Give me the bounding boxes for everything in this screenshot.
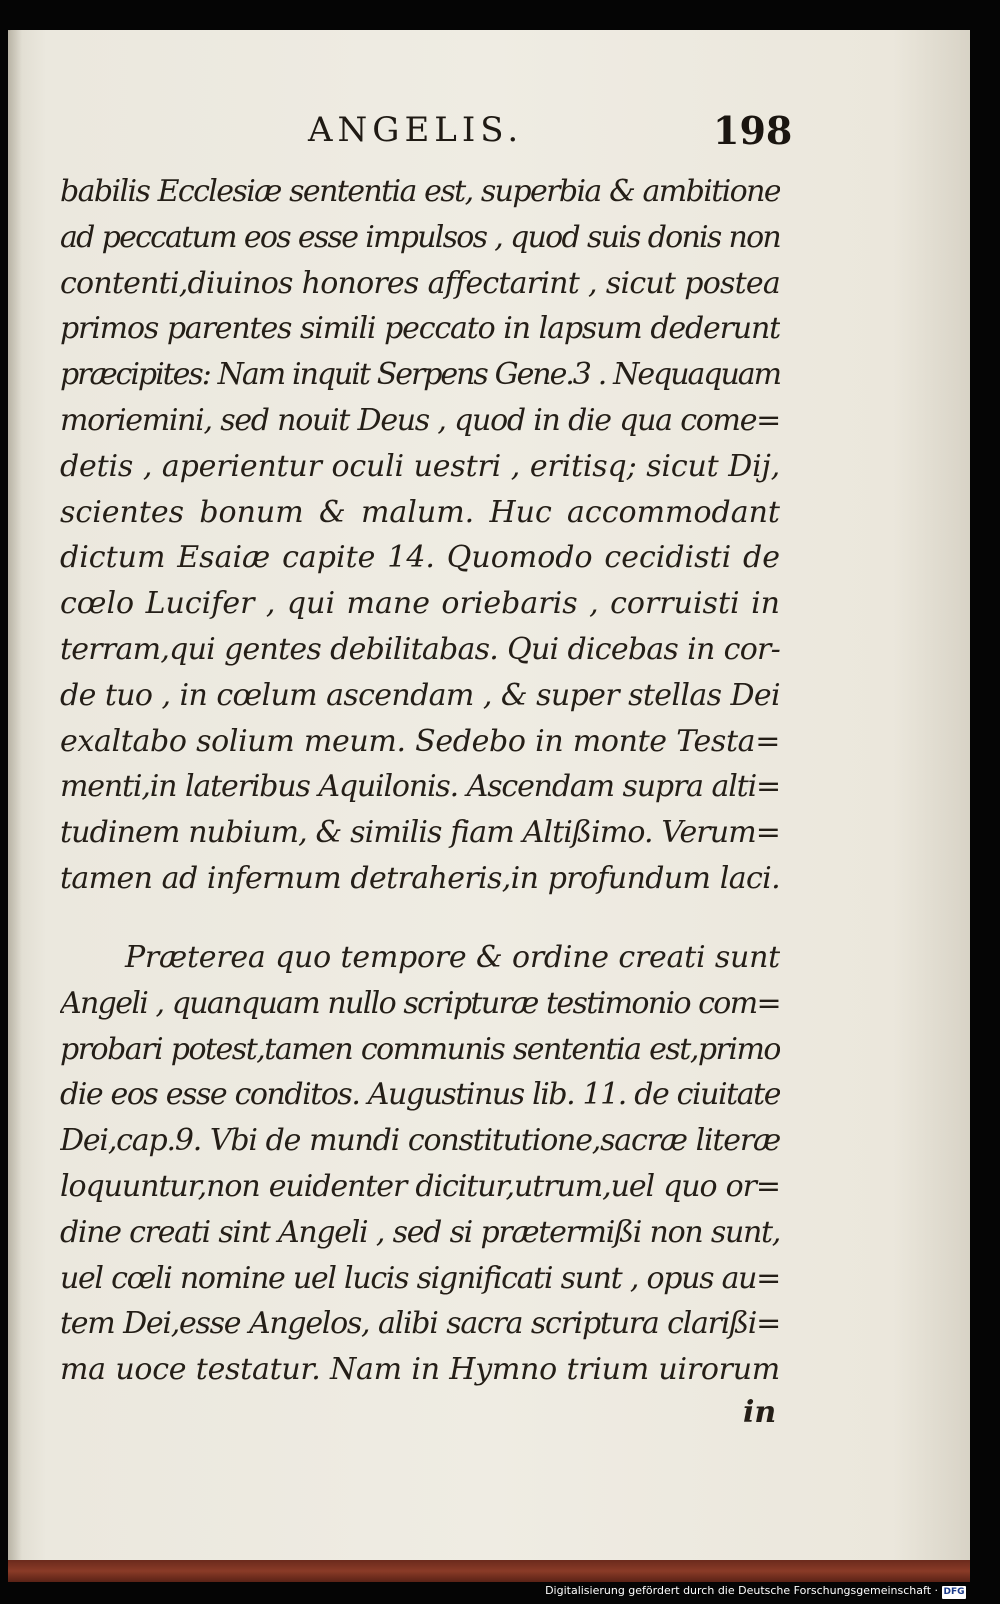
- dfg-logo-icon: DFG: [943, 1587, 965, 1597]
- text-line: tem Dei,esse Angelos, alibi sacra scriptura clarißi=: [60, 1306, 780, 1342]
- digitization-credit: Digitalisierung gefördert durch die Deutsche Forschungsgemeinschaft ·: [545, 1584, 938, 1597]
- text-line: die eos esse conditos. Augustinus lib. 11. de ciuitate: [60, 1077, 780, 1113]
- text-line: loquuntur,non euidenter dicitur,utrum,uel quo or=: [60, 1168, 780, 1204]
- text-line: ma uoce testatur. Nam in Hymno trium uirorum: [60, 1352, 780, 1388]
- text-line: primos parentes simili peccato in lapsum dederunt: [60, 311, 780, 347]
- book-page: [8, 30, 970, 1578]
- text-line: exaltabo solium meum. Sedebo in monte Testa=: [60, 723, 780, 759]
- text-line: babilis Ecclesiæ sententia est, superbia & ambitione: [60, 174, 780, 209]
- text-line: cœlo Lucifer , qui mane oriebaris , corruisti in: [60, 586, 780, 622]
- page-number: 198: [713, 108, 793, 153]
- paragraph-2: [60, 935, 780, 1393]
- running-title: ANGELIS.: [308, 110, 524, 150]
- paragraph-1: [60, 169, 780, 902]
- book-edge: [8, 1560, 970, 1582]
- text-line: de tuo , in cœlum ascendam , & super stellas Dei: [60, 677, 780, 713]
- text-line: probari potest,tamen communis sententia est,primo: [60, 1031, 780, 1067]
- text-line: dictum Esaiæ capite 14. Quomodo cecidisti de: [60, 540, 780, 576]
- page-header: [8, 90, 970, 160]
- text-line: scientes bonum & malum. Huc accommodant: [60, 494, 780, 530]
- text-line: dine creati sint Angeli , sed si prætermißi non sunt,: [60, 1214, 780, 1250]
- text-line-last: tamen ad infernum detraheris,in profundum laci.: [60, 860, 780, 896]
- text-line: Angeli , quanquam nullo scripturæ testimonio com=: [60, 985, 780, 1021]
- catchword: in: [743, 1395, 777, 1430]
- text-line: contenti,diuinos honores affectarint , sicut postea: [60, 265, 780, 301]
- text-line-first: Præterea quo tempore & ordine creati sunt: [125, 940, 780, 975]
- text-line: menti,in lateribus Aquilonis. Ascendam supra alti=: [60, 769, 780, 805]
- text-line: præcipites: Nam inquit Serpens Gene.3 . Nequaquam: [60, 357, 780, 393]
- text-line: uel cœli nomine uel lucis significati sunt , opus au=: [60, 1260, 780, 1296]
- text-line: tudinem nubium, & similis fiam Altißimo. Verum=: [60, 815, 780, 851]
- text-line: ad peccatum eos esse impulsos , quod suis donis non: [60, 219, 780, 255]
- text-line: terram,qui gentes debilitabas. Qui dicebas in cor-: [60, 631, 780, 667]
- text-line: detis , aperientur oculi uestri , eritisq; sicut Dij,: [60, 448, 780, 484]
- text-line: Dei,cap.9. Vbi de mundi constitutione,sacræ literæ: [60, 1123, 780, 1159]
- text-line: moriemini, sed nouit Deus , quod in die qua come=: [60, 402, 780, 438]
